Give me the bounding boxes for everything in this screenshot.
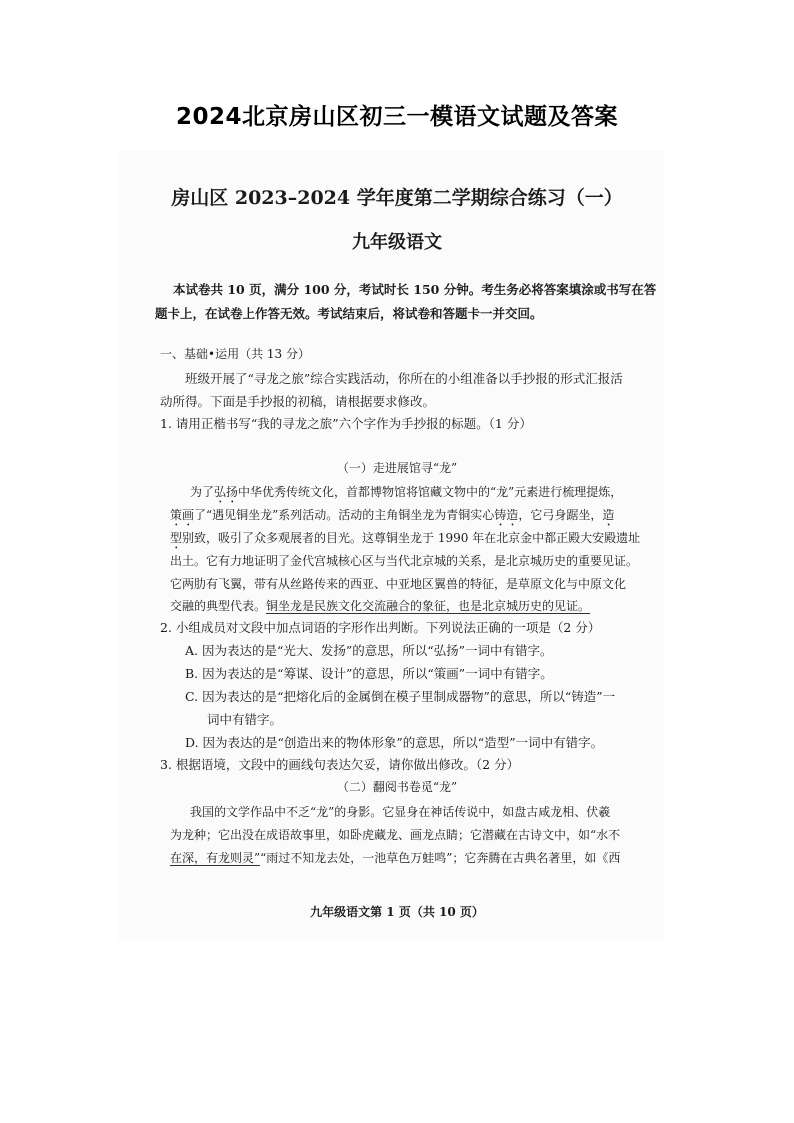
passage1-line-3	[170, 529, 640, 552]
notice-line-2: 题卡上，在试卷上作答无效。考试结束后，将试卷和答题卡一并交回。	[155, 306, 543, 321]
text-span: 交融的典型代表。	[170, 599, 267, 613]
dotted-word-zhuzao: 铸造	[494, 508, 519, 522]
question-1: 1. 请用正楷书写“我的寻龙之旅”六个字作为手抄报的标题。（1 分）	[160, 416, 532, 431]
exam-title: 房山区 2023–2024 学年度第二学期综合练习（一）	[171, 187, 623, 209]
text-span: 了“遇见铜坐龙”系列活动。活动的主角铜坐龙为青铜实心	[194, 508, 495, 522]
part2-heading: （二）翻阅书卷觅“龙”	[336, 780, 458, 794]
dotted-word-hongyang: 弘扬	[214, 485, 239, 499]
document-title: 2024北京房山区初三一模语文试题及答案	[175, 104, 618, 130]
question-3: 3. 根据语境，文段中的画线句表达欠妥，请你做出修改。（2 分）	[160, 757, 520, 772]
part1-heading: （一）走进展馆寻“龙”	[336, 461, 458, 475]
text-span: 为了	[190, 485, 215, 499]
passage2-line-2: 为龙种；它出没在成语故事里，如卧虎藏龙、画龙点睛；它潜藏在古诗文中，如“水不	[170, 828, 621, 842]
option-a: A. 因为表达的是“光大、发扬”的意思，所以“弘扬”一词中有错字。	[185, 643, 553, 658]
option-c-line-2: 词中有错字。	[207, 712, 283, 727]
dotted-word-zao: 造	[602, 508, 615, 522]
passage1-line-6	[170, 597, 590, 614]
text-span: ，它弓身踞坐，	[518, 508, 603, 522]
option-c-line-1: C. 因为表达的是“把熔化后的金属倒在模子里制成器物”的意思，所以“铸造”一	[185, 689, 616, 704]
section-heading: 一、基础•运用（共 13 分）	[160, 347, 310, 361]
passage1-line-2	[170, 506, 614, 529]
page-footer: 九年级语文第 1 页（共 10 页）	[310, 905, 484, 919]
passage2-line-3	[170, 849, 620, 866]
text-span: 别致，吸引了众多观展者的目光。这尊铜坐龙于 1990 年在北京金中都正殿大安殿遗址	[182, 531, 641, 545]
text-span: “雨过不知龙去处，一池草色万蛙鸣”；它奔腾在古典名著里，如《西	[260, 851, 621, 865]
intro-line-1: 班级开展了“寻龙之旅”综合实践活动，你所在的小组准备以手抄报的形式汇报活	[185, 371, 623, 386]
passage1-line-4: 出土。它有力地证明了金代宫城核心区与当代北京城的关系，是北京城历史的重要见证。	[170, 554, 639, 568]
option-b: B. 因为表达的是“筹谋、设计”的意思，所以“策画”一词中有错字。	[185, 666, 553, 681]
passage1-line-1	[190, 483, 622, 506]
exam-subject: 九年级语文	[352, 232, 442, 253]
notice-line-1: 本试卷共 10 页，满分 100 分，考试时长 150 分钟。考生务必将答案填涂或书写在答	[173, 282, 657, 297]
question-2-stem: 2. 小组成员对文段中加点词语的字形作出判断。下列说法正确的一项是（2 分）	[160, 620, 601, 635]
underlined-quote: 在深，有龙则灵”	[170, 851, 261, 865]
passage2-line-1: 我国的文学作品中不乏“龙”的身影。它显身在神话传说中，如盘古咸龙相、伏羲	[190, 805, 611, 819]
underlined-sentence: 铜坐龙是民族文化交流融合的象征，也是北京城历史的见证。	[266, 599, 591, 613]
passage1-line-5: 它两肋有飞翼，带有从丝路传来的西亚、中亚地区翼兽的特征，是草原文化与中原文化	[170, 577, 627, 591]
dotted-word-cehua: 策画	[170, 508, 195, 522]
intro-line-2: 动所得。下面是手抄报的初稿，请根据要求修改。	[160, 394, 436, 409]
dotted-word-xing: 型	[170, 531, 183, 545]
text-span: 中华优秀传统文化，首都博物馆将馆藏文物中的“龙”元素进行梳理提炼，	[238, 485, 623, 499]
option-d: D. 因为表达的是“创造出来的物体形象”的意思，所以“造型”一词中有错字。	[185, 735, 604, 750]
